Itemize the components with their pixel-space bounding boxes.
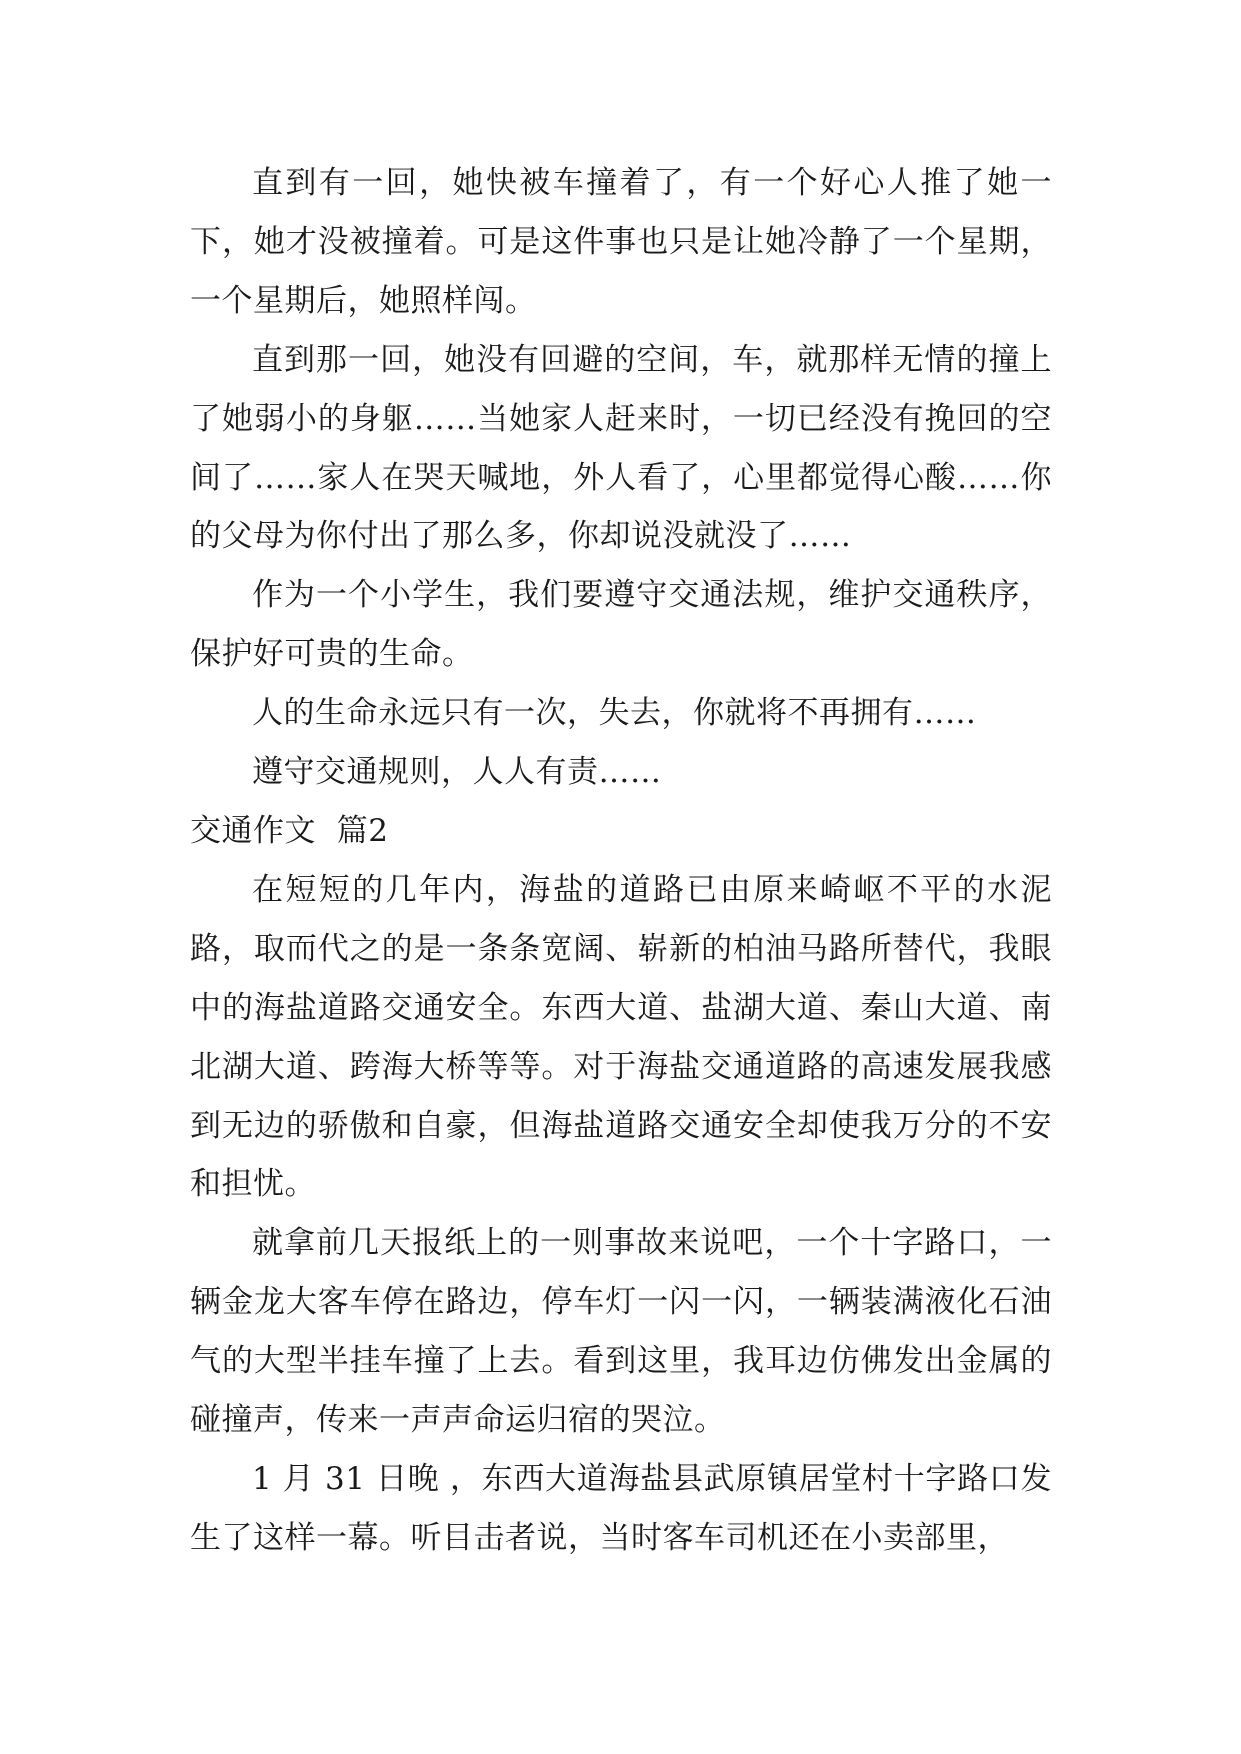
paragraph: 1 月 31 日晚 ，东西大道海盐县武原镇居堂村十字路口发生了这样一幕。听目击者说，当时客车司机还在小卖部里， <box>190 1460 1052 1556</box>
document-body <box>190 154 1052 1568</box>
paragraph: 在短短的几年内，海盐的道路已由原来崎岖不平的水泥路，取而代之的是一条条宽阔、崭新的柏油马路所替代，我眼中的海盐道路交通安全。东西大道、盐湖大道、秦山大道、南北湖大道、跨海大桥等等。对于海盐交通道路的高速发展我感到无边的骄傲和自豪，但海盐道路交通安全却使我万分的不安和担忧。 <box>190 871 1052 1203</box>
paragraph: 直到有一回，她快被车撞着了，有一个好心人推了她一下，她才没被撞着。可是这件事也只是让她冷静了一个星期，一个星期后，她照样闯。 <box>190 165 1052 319</box>
paragraph: 人的生命永远只有一次，失去，你就将不再拥有…… <box>252 695 977 732</box>
paragraph: 就拿前几天报纸上的一则事故来说吧，一个十字路口，一辆金龙大客车停在路边，停车灯一闪一闪，一辆装满液化石油气的大型半挂车撞了上去。看到这里，我耳边仿佛发出金属的碰撞声，传来一声声命运归宿的哭泣。 <box>190 1225 1052 1439</box>
paragraph: 作为一个小学生，我们要遵守交通法规，维护交通秩序，保护好可贵的生命。 <box>190 577 1052 673</box>
section-heading: 交通作文 篇2 <box>190 812 389 849</box>
paragraph: 遵守交通规则，人人有责…… <box>252 754 662 791</box>
paragraph: 直到那一回，她没有回避的空间，车，就那样无情的撞上了她弱小的身躯……当她家人赶来时，一切已经没有挽回的空间了……家人在哭天喊地，外人看了，心里都觉得心酸……你的父母为你付出了那么多，你却说没就没了…… <box>190 341 1052 555</box>
